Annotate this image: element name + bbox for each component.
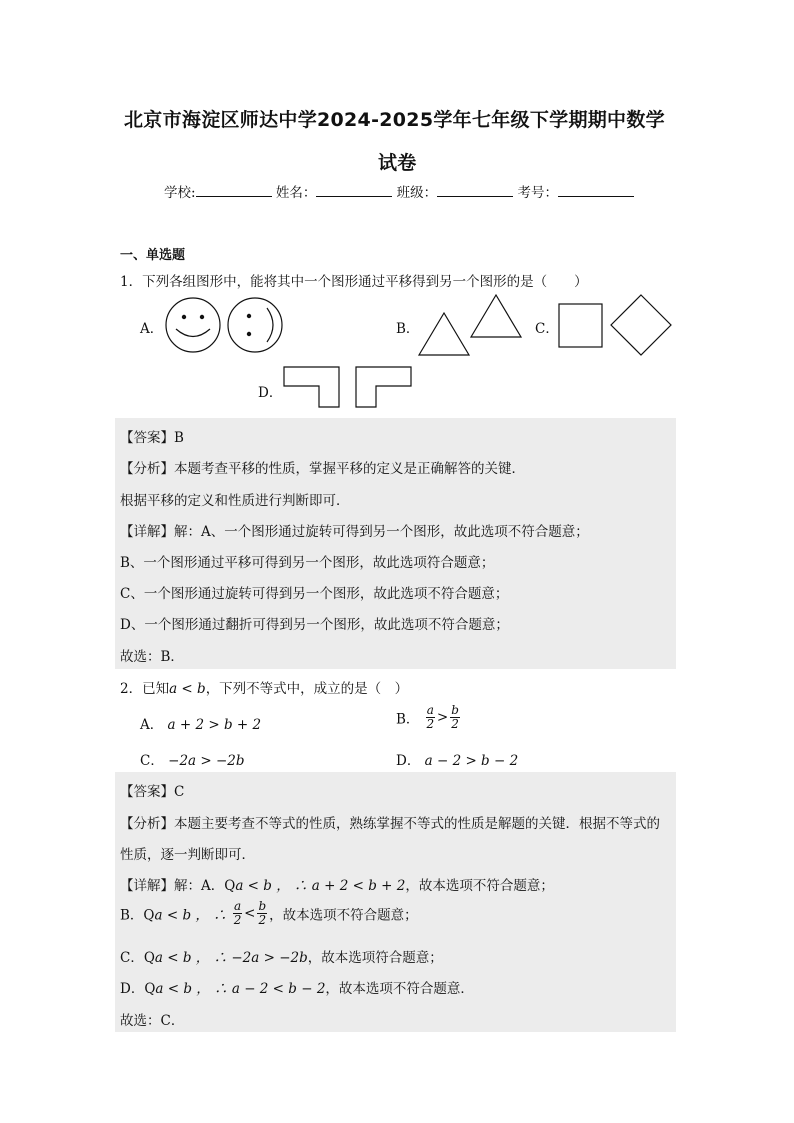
q2-option-c: C． −2a > −2b: [140, 753, 245, 769]
q2-option-b-frac-b: $\frac{b}{2}$: [451, 703, 459, 731]
question-1-stem: 1．下列各组图形中，能将其中一个图形通过平移得到另一个图形的是（ ）: [120, 274, 588, 290]
q1-option-b-figure: [418, 294, 524, 358]
section-heading: 一、单选题: [120, 248, 186, 263]
student-info-line: [164, 181, 634, 201]
q2-option-b-frac-a: $\frac{a}{2}$: [426, 703, 435, 731]
q2-option-a: A． a + 2 > b + 2: [140, 717, 262, 733]
rotated-square-icon: [611, 295, 671, 355]
q1-option-b-label: B．: [396, 321, 420, 337]
page-title: 北京市海淀区师达中学2024-2025学年七年级下学期期中数学: [124, 109, 665, 131]
square-icon: [559, 304, 602, 347]
mirrored-l-shape-icon: [356, 367, 411, 407]
q2-option-d: D． a − 2 > b − 2: [396, 753, 519, 769]
name-label: 姓名：: [275, 185, 317, 201]
exam-no-blank[interactable]: [558, 183, 634, 197]
triangle-icon: [419, 313, 469, 355]
q1-detail-b: B、一个图形通过平移可得到另一个图形，故此选项符合题意；: [120, 555, 495, 571]
q2-analysis: 【分析】本题主要考查不等式的性质，熟练掌握不等式的性质是解题的关键．根据不等式的: [120, 816, 660, 832]
q2-condition: a < b: [169, 681, 206, 697]
school-label: 学校:: [164, 185, 196, 201]
q1-detail-a: 【详解】解：A、一个图形通过旋转可得到另一个图形，故此选项不符合题意；: [120, 524, 589, 540]
q1-analysis-2: 根据平移的定义和性质进行判断即可．: [120, 493, 350, 509]
class-blank[interactable]: [437, 183, 513, 197]
q2-option-b: B． $\frac{a}{2}$ > $\frac{b}{2}$: [396, 703, 459, 731]
exam-no-label: 考号：: [517, 185, 558, 201]
q1-option-c-label: C．: [535, 321, 559, 337]
smiley-face-icon: [166, 298, 220, 352]
q1-option-d-figure: [283, 366, 413, 410]
q1-option-c-figure: [558, 294, 674, 358]
q2-detail-b: B．Qa < b ， ∴ $\frac{a}{2}$ < $\frac{b}{2}$ ，故本选项不符合题意；: [120, 899, 418, 927]
q2-choose: 故选：C．: [120, 1013, 185, 1029]
q2-analysis-2: 性质，逐一判断即可．: [120, 847, 255, 863]
q2-detail-d: D．Qa < b ， ∴ a − 2 < b − 2，故本选项不符合题意．: [120, 981, 474, 997]
q1-analysis: 【分析】本题考查平移的性质，掌握平移的定义是正确解答的关键．: [120, 461, 525, 477]
q1-answer: 【答案】B: [120, 430, 184, 446]
q1-option-a-figure: [163, 296, 287, 356]
rotated-smiley-face-icon: [228, 298, 282, 352]
q1-option-a-label: A．: [140, 321, 164, 337]
q2-answer: 【答案】C: [120, 784, 185, 800]
page-title-line2: 试卷: [378, 152, 417, 174]
name-blank[interactable]: [316, 183, 392, 197]
translated-triangle-icon: [471, 295, 521, 337]
school-blank[interactable]: [196, 183, 272, 197]
q1-choose: 故选：B．: [120, 649, 184, 665]
q2-detail-c: C．Qa < b ， ∴ −2a > −2b，故本选项符合题意；: [120, 950, 443, 966]
question-2-stem: 2．已知a < b，下列不等式中，成立的是（ ）: [120, 681, 409, 697]
q1-option-d-label: D．: [258, 385, 283, 401]
l-shape-icon: [284, 367, 339, 407]
q2-detail-a: 【详解】解：A．Qa < b ， ∴ a + 2 < b + 2，故本选项不符合题意；: [120, 878, 554, 894]
class-label: 班级：: [396, 185, 438, 201]
q1-detail-c: C、一个图形通过旋转可得到另一个图形，故此选项不符合题意；: [120, 586, 509, 602]
q1-detail-d: D、一个图形通过翻折可得到另一个图形，故此选项不符合题意；: [120, 617, 509, 633]
